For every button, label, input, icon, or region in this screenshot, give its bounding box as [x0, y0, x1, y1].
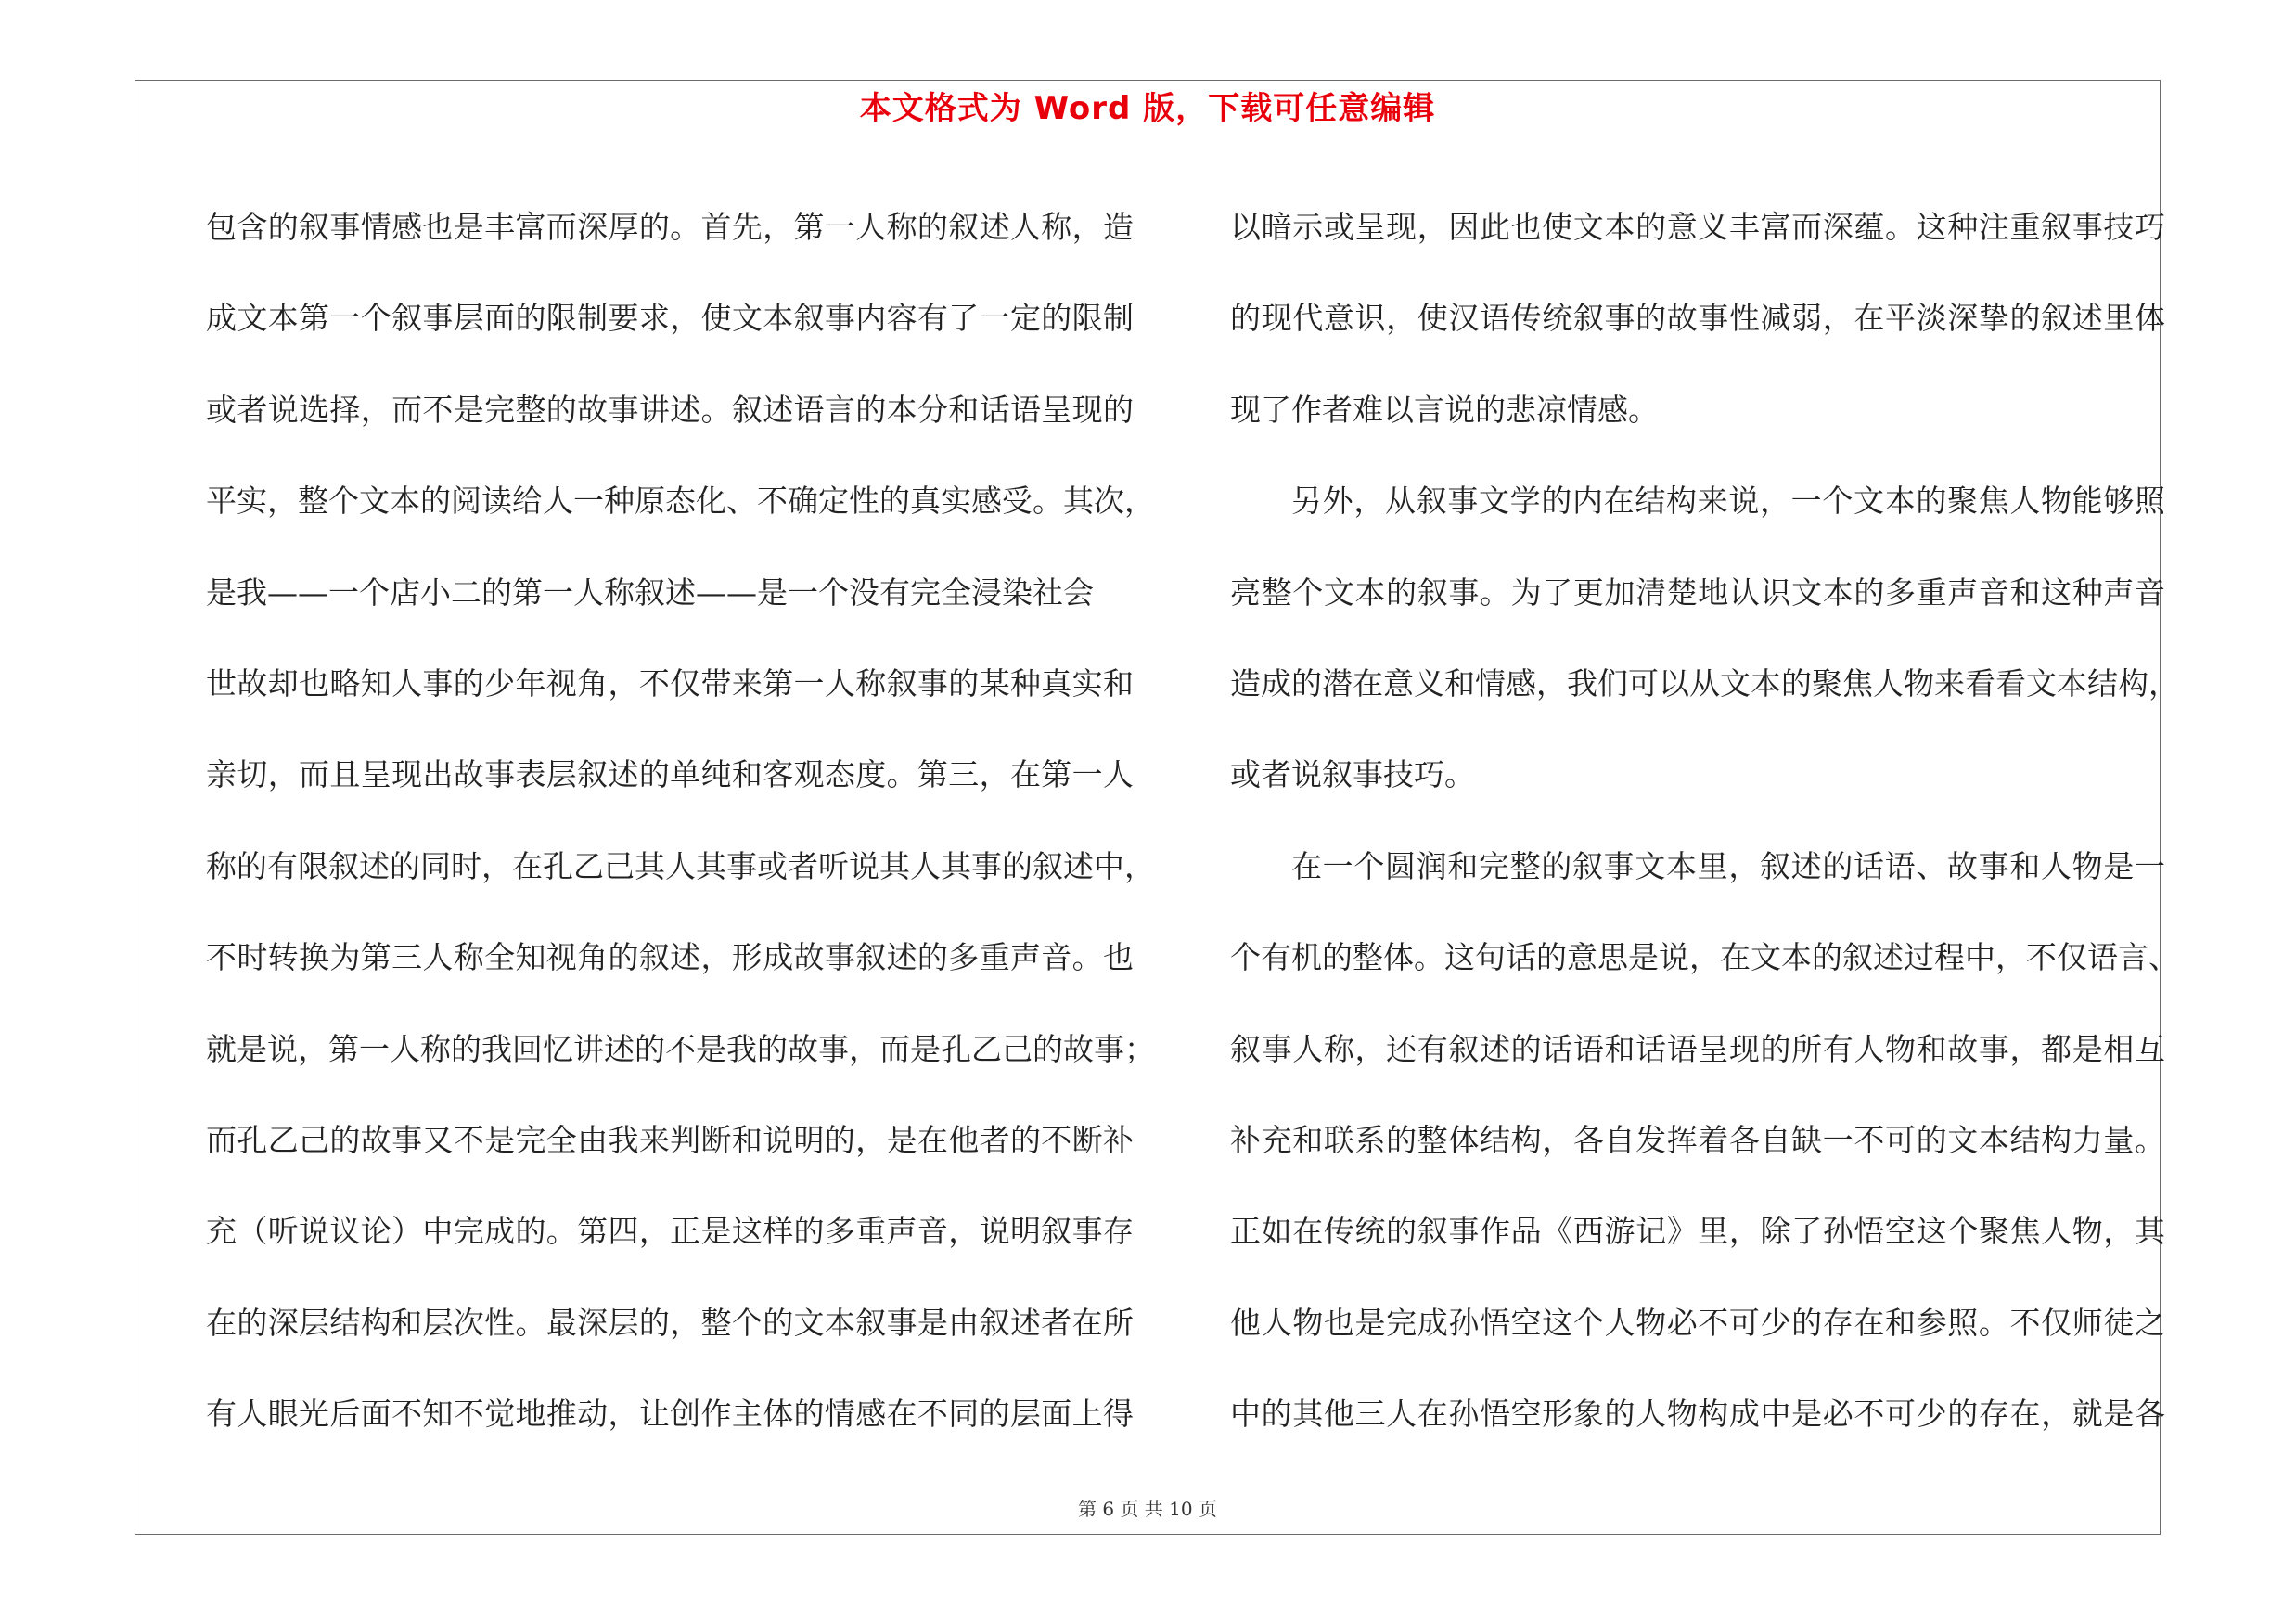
text-line: 世故却也略知人事的少年视角，不仅带来第一人称叙事的某种真实和 — [206, 664, 1134, 702]
text-line: 有人眼光后面不知不觉地推动，让创作主体的情感在不同的层面上得 — [206, 1396, 1134, 1433]
paragraph-end-line: 或者说叙事技巧。 — [1230, 756, 1475, 793]
text-line: 充（听说议论）中完成的。第四，正是这样的多重声音，说明叙事存 — [206, 1213, 1134, 1250]
paragraph-end-line: 现了作者难以言说的悲凉情感。 — [1230, 391, 1659, 428]
text-line: 造成的潜在意义和情感，我们可以从文本的聚焦人物来看看文本结构， — [1230, 664, 2179, 702]
left-text-column — [206, 182, 1155, 1460]
text-line: 在的深层结构和层次性。最深层的，整个的文本叙事是由叙述者在所 — [206, 1304, 1134, 1341]
text-line: 就是说，第一人称的我回忆讲述的不是我的故事，而是孔乙己的故事； — [206, 1030, 1155, 1067]
text-line: 个有机的整体。这句话的意思是说，在文本的叙述过程中，不仅语言、 — [1230, 939, 2179, 976]
text-line: 称的有限叙述的同时，在孔乙己其人其事或者听说其人其事的叙述中， — [206, 847, 1155, 884]
text-line: 亲切，而且呈现出故事表层叙述的单纯和客观态度。第三，在第一人 — [206, 756, 1134, 793]
text-line: 不时转换为第三人称全知视角的叙述，形成故事叙述的多重声音。也 — [206, 939, 1134, 976]
text-line: 成文本第一个叙事层面的限制要求，使文本叙事内容有了一定的限制 — [206, 300, 1134, 337]
page-number: 第 6 页 共 10 页 — [1078, 1498, 1217, 1520]
right-text-column — [1230, 182, 2179, 1460]
text-line: 亮整个文本的叙事。为了更加清楚地认识文本的多重声音和这种声音 — [1230, 573, 2165, 611]
text-line: 是我——一个店小二的第一人称叙述——是一个没有完全浸染社会 — [206, 573, 1094, 611]
paragraph-start-line: 在一个圆润和完整的叙事文本里，叙述的话语、故事和人物是一 — [1291, 847, 2165, 884]
text-line: 或者说选择，而不是完整的故事讲述。叙述语言的本分和话语呈现的 — [206, 391, 1134, 428]
text-line: 中的其他三人在孙悟空形象的人物构成中是必不可少的存在，就是各 — [1230, 1396, 2165, 1433]
text-line: 以暗示或呈现，因此也使文本的意义丰富而深蕴。这种注重叙事技巧 — [1230, 209, 2165, 245]
text-line: 他人物也是完成孙悟空这个人物必不可少的存在和参照。不仅师徒之 — [1230, 1304, 2165, 1341]
paragraph-start-line: 另外，从叙事文学的内在结构来说，一个文本的聚焦人物能够照 — [1291, 483, 2165, 520]
text-line: 平实，整个文本的阅读给人一种原态化、不确定性的真实感受。其次， — [206, 483, 1155, 520]
text-line: 叙事人称，还有叙述的话语和话语呈现的所有人物和故事，都是相互 — [1230, 1030, 2165, 1067]
text-line: 的现代意识，使汉语传统叙事的故事性减弱，在平淡深挚的叙述里体 — [1230, 300, 2165, 337]
text-line: 正如在传统的叙事作品《西游记》里，除了孙悟空这个聚焦人物，其 — [1230, 1213, 2165, 1250]
text-line: 包含的叙事情感也是丰富而深厚的。首先，第一人称的叙述人称，造 — [206, 209, 1134, 245]
text-line: 补充和联系的整体结构，各自发挥着各自缺一不可的文本结构力量。 — [1230, 1121, 2165, 1158]
text-line: 而孔乙己的故事又不是完全由我来判断和说明的，是在他者的不断补 — [206, 1121, 1134, 1158]
format-banner: 本文格式为 Word 版，下载可任意编辑 — [859, 90, 1436, 127]
